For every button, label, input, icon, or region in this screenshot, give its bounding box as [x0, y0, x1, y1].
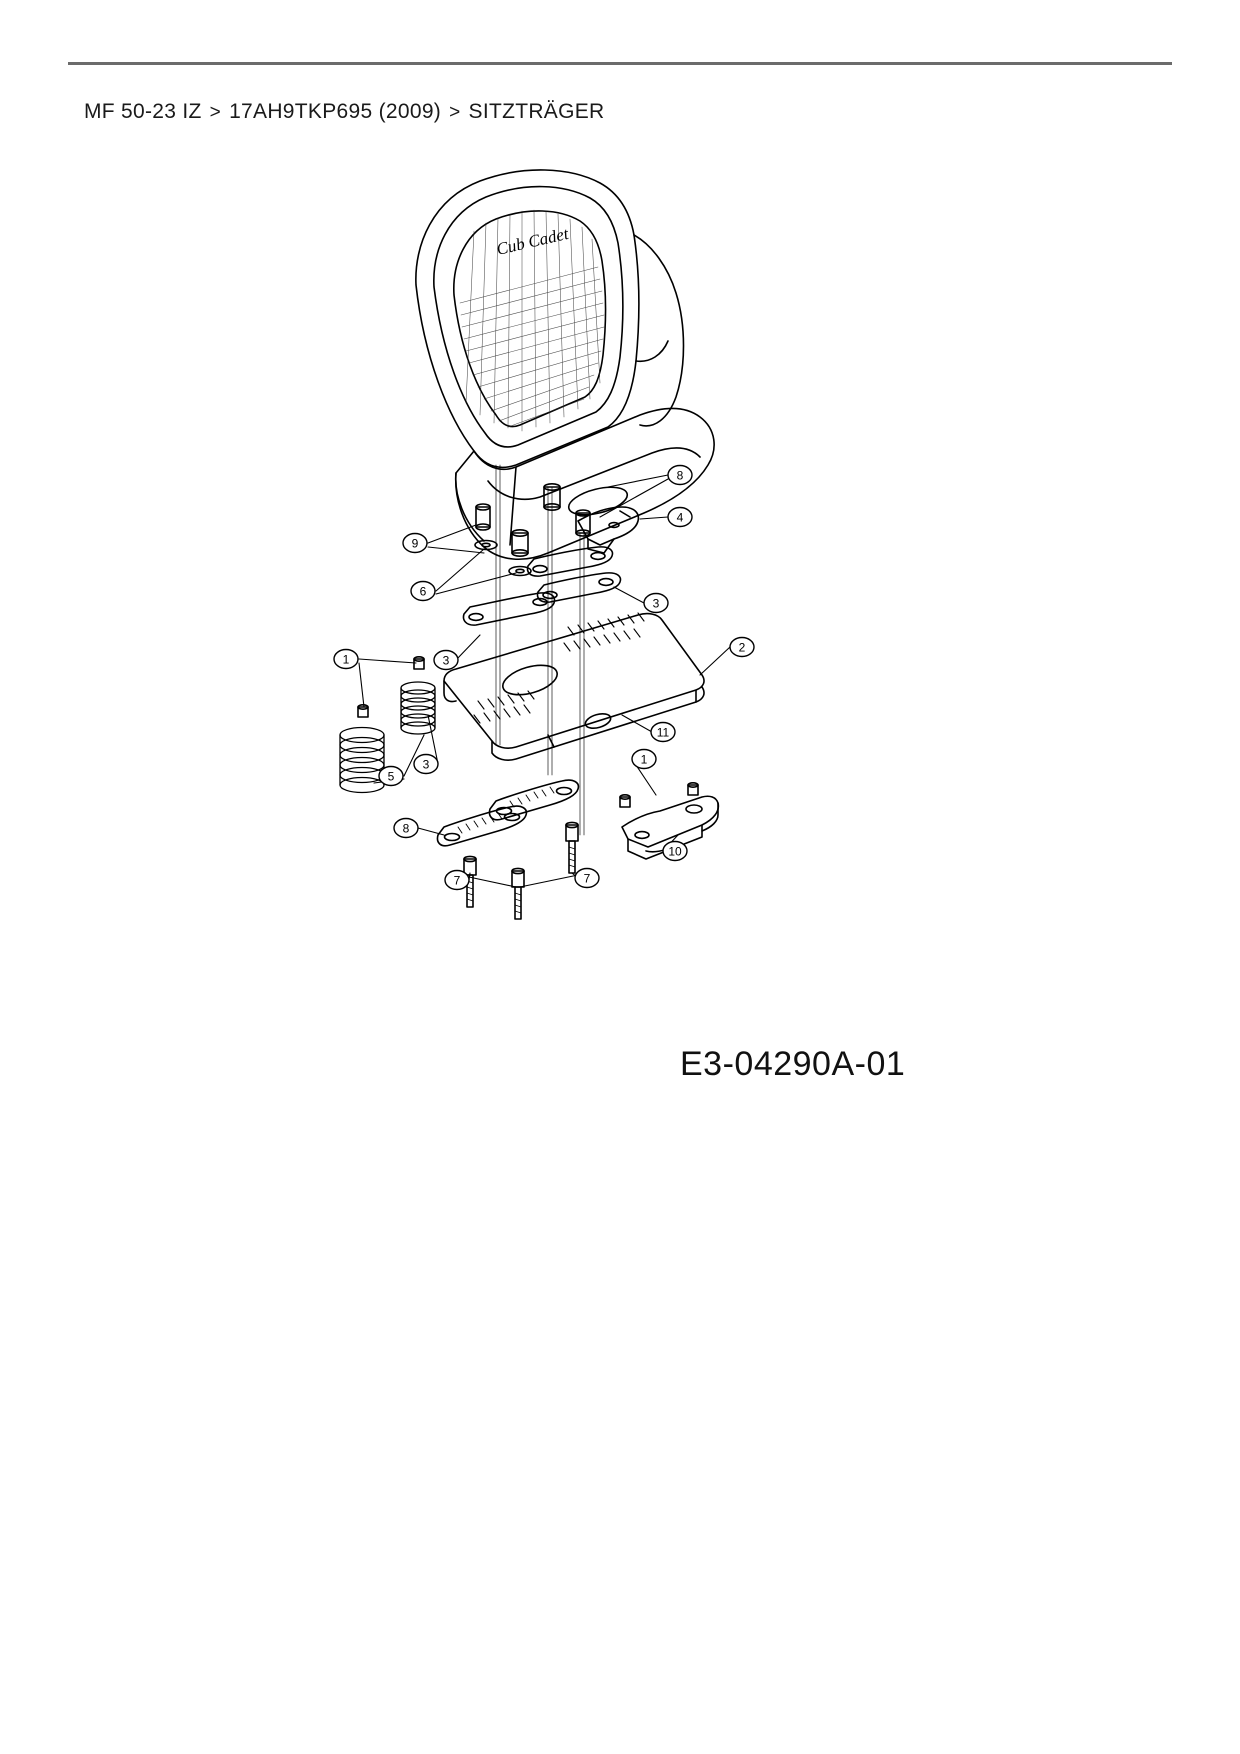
drawing-code: E3-04290A-01 — [680, 1045, 906, 1083]
callout-balloon — [651, 723, 675, 742]
callout-balloon — [663, 842, 687, 861]
callout-label: 9 — [411, 536, 419, 551]
callout-label: 7 — [583, 871, 591, 886]
seat-brand-logo: Cub Cadet — [494, 223, 571, 259]
callout-balloon — [668, 508, 692, 527]
breadcrumb-part-number: 17AH9TKP695 (2009) — [229, 100, 442, 123]
callout-label: 1 — [342, 652, 350, 667]
callout-label: 10 — [668, 844, 682, 859]
breadcrumb-model: MF 50-23 IZ — [84, 100, 202, 123]
callout-balloon — [644, 594, 668, 613]
callout-balloon — [394, 819, 418, 838]
callout-label: 8 — [676, 468, 684, 483]
callout-balloon — [575, 869, 599, 888]
callout-label: 5 — [387, 769, 395, 784]
callout-label: 8 — [402, 821, 410, 836]
breadcrumb — [84, 100, 605, 124]
callout-balloon — [434, 651, 458, 670]
callout-balloon — [379, 767, 403, 786]
breadcrumb-section: SITZTRÄGER — [468, 100, 605, 123]
callout-label: 4 — [676, 510, 684, 525]
breadcrumb-separator-1: > — [209, 102, 222, 123]
callout-balloon — [411, 582, 435, 601]
callout-label: 6 — [419, 584, 427, 599]
breadcrumb-separator-2: > — [449, 102, 461, 123]
callout-balloon — [334, 650, 358, 669]
exploded-parts-diagram — [248, 135, 888, 975]
callout-label: 3 — [442, 653, 450, 668]
callout-balloon — [403, 534, 427, 553]
callout-layer — [334, 466, 754, 890]
callout-label: 3 — [422, 757, 430, 772]
callout-label: 11 — [656, 725, 670, 740]
callout-balloon — [632, 750, 656, 769]
callout-label: 1 — [640, 752, 648, 767]
callout-label: 7 — [453, 873, 461, 888]
callout-balloon — [445, 871, 469, 890]
header-divider — [68, 62, 1172, 65]
callout-balloon — [668, 466, 692, 485]
callout-label: 2 — [738, 640, 746, 655]
callout-balloon — [414, 755, 438, 774]
callout-label: 3 — [652, 596, 660, 611]
callout-balloon — [730, 638, 754, 657]
